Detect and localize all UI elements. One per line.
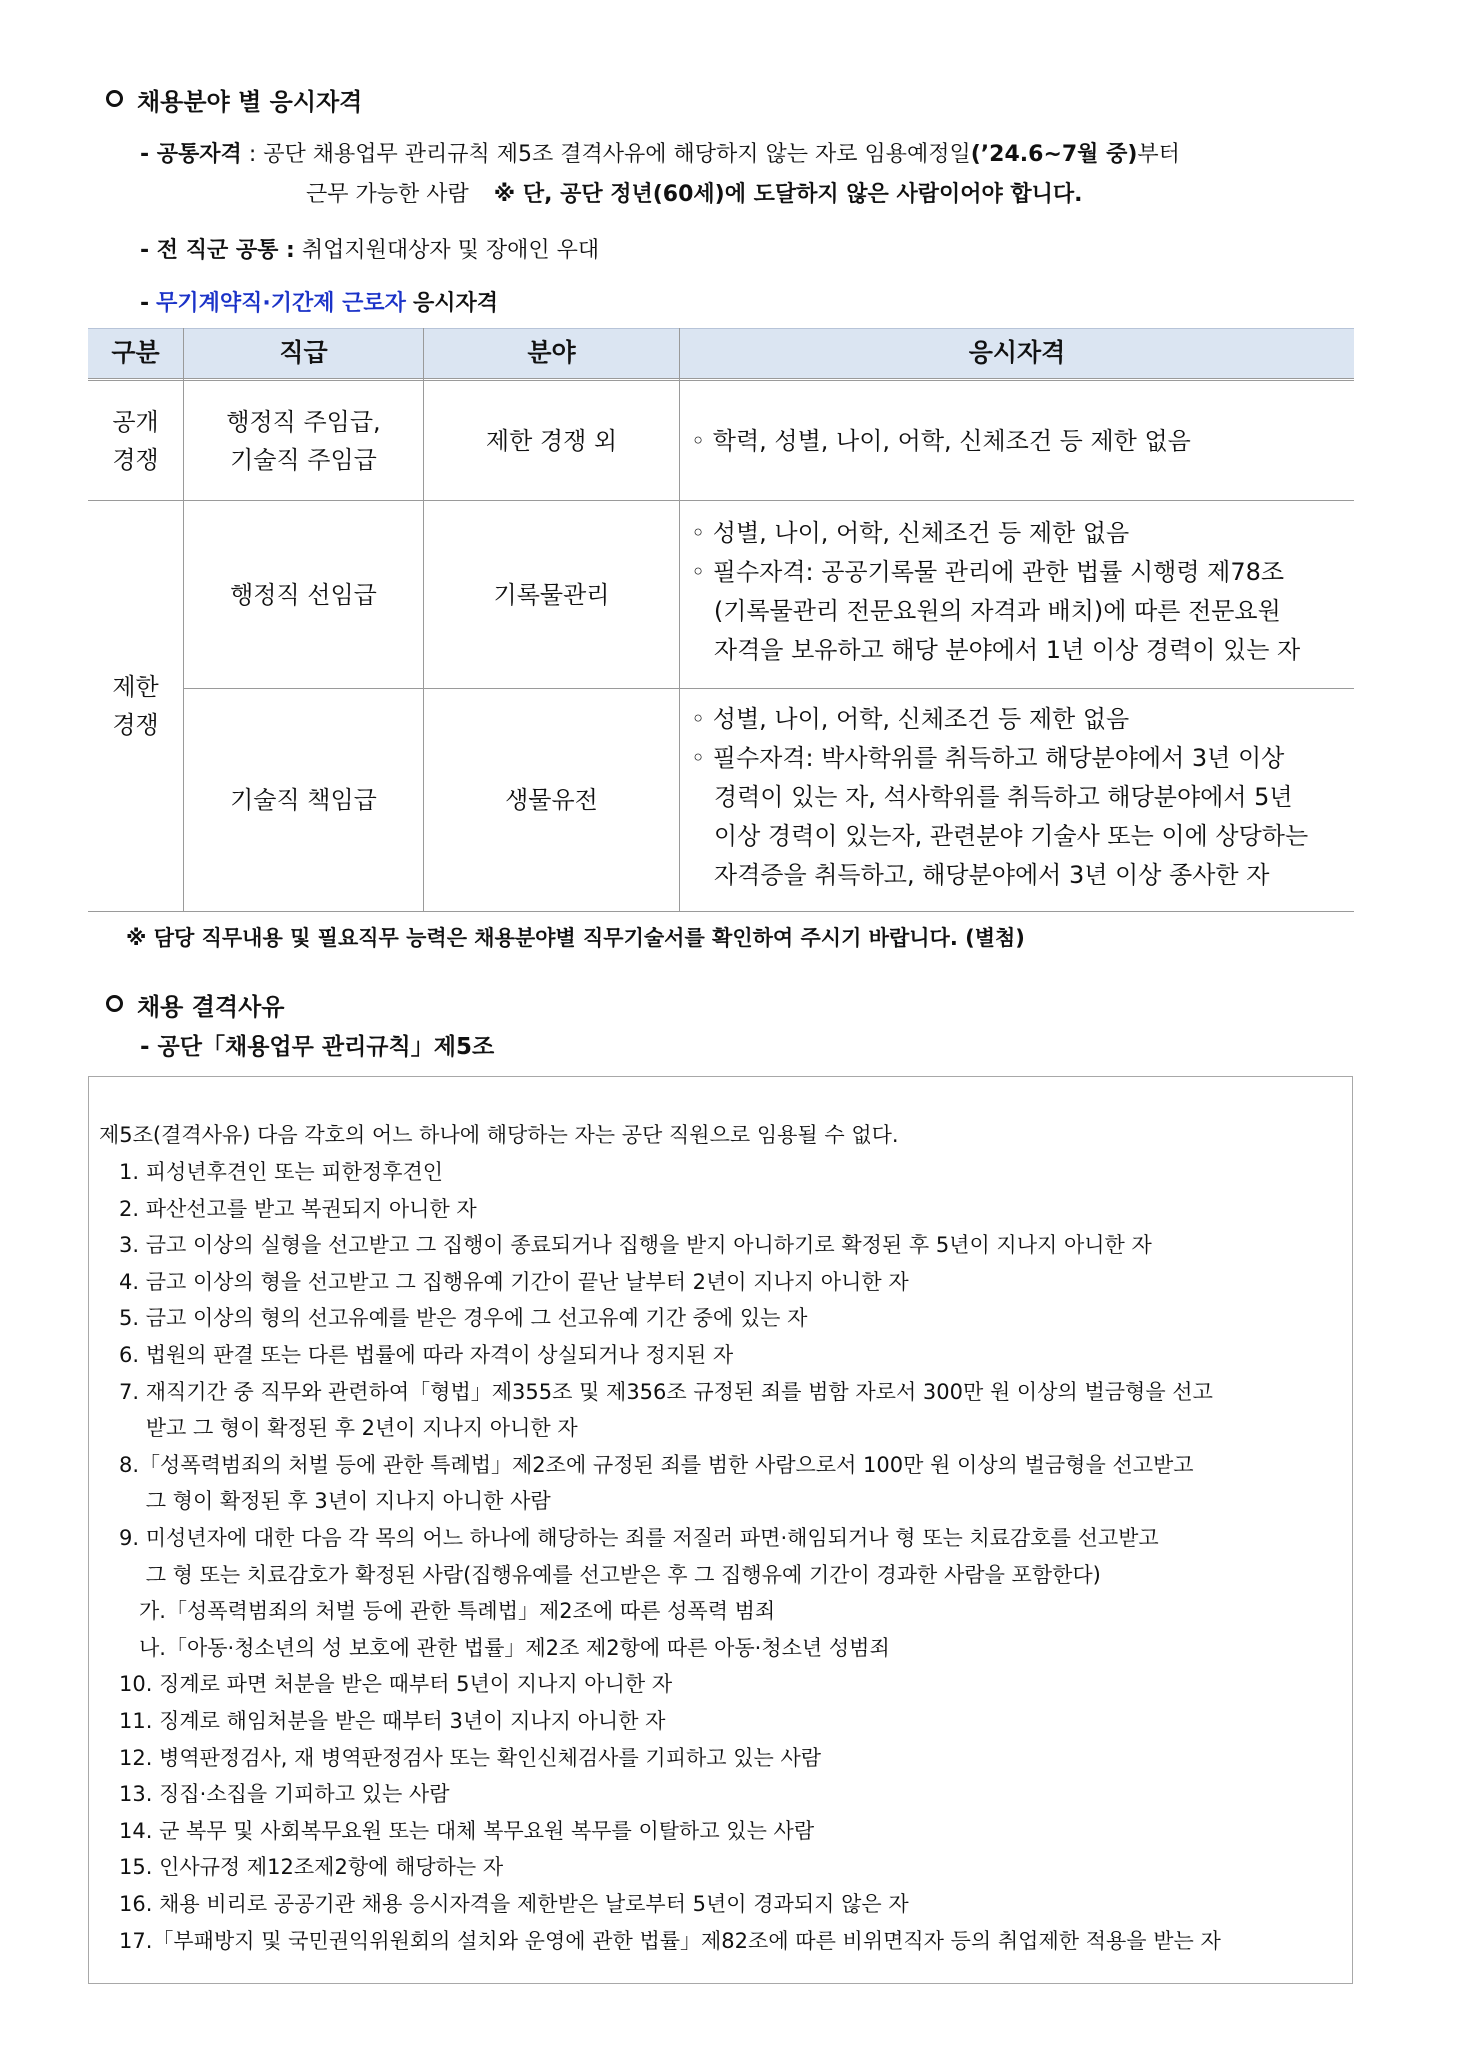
row1-category <box>88 382 183 500</box>
disqualification-item: 12. 병역판정검사, 재 병역판정검사 또는 확인신체검사를 기피하고 있는 사람 <box>119 1745 822 1770</box>
disqualification-item: 가.「성폭력범죄의 처벌 등에 관한 특례법」제2조에 따른 성폭력 범죄 <box>119 1599 776 1624</box>
table-note: ※ 담당 직무내용 및 필요직무 능력은 채용분야별 직무기술서를 확인하여 주시기 바랍니다. (별첨) <box>126 926 1025 950</box>
row1-category-line1: 공개 <box>112 408 159 436</box>
disqualification-item: 5. 금고 이상의 형의 선고유예를 받은 경우에 그 선고유예 기간 중에 있는 자 <box>119 1306 808 1331</box>
row3-req-line3: 경력이 있는 자, 석사학위를 취득하고 해당분야에서 5년 <box>691 783 1293 811</box>
qualification-table <box>88 328 1354 912</box>
section1-heading: 채용분야 별 응시자격 <box>137 88 363 116</box>
row3-grade: 기술직 책임급 <box>230 786 377 814</box>
disqualification-item: 14. 군 복무 및 사회복무요원 또는 대체 복무요원 복무를 이탈하고 있는 사람 <box>119 1818 815 1843</box>
header-category: 구분 <box>111 338 160 367</box>
disqualification-item: 11. 징계로 해임처분을 받은 때부터 3년이 지나지 아니한 자 <box>119 1709 666 1733</box>
header-field: 분야 <box>527 338 576 367</box>
disqualification-item: 6. 법원의 판결 또는 다른 법률에 따라 자격이 상실되거나 정지된 자 <box>119 1343 734 1367</box>
table-subheading <box>140 286 498 317</box>
disqualification-item: 10. 징계로 파면 처분을 받은 때부터 5년이 지나지 아니한 자 <box>119 1672 673 1697</box>
disqualification-item: 16. 채용 비리로 공공기관 채용 응시자격을 제한받은 날로부터 5년이 경과되지 않은 자 <box>119 1892 909 1916</box>
row3-req-line5: 자격증을 취득하고, 해당분야에서 3년 이상 종사한 자 <box>691 861 1270 889</box>
header-requirements: 응시자격 <box>968 338 1066 367</box>
row1-field: 제한 경쟁 외 <box>485 427 618 455</box>
disqualification-item: 나.「아동·청소년의 성 보호에 관한 법률」제2조 제2항에 따른 아동·청소년 성범죄 <box>119 1635 890 1660</box>
header-grade: 직급 <box>279 338 328 367</box>
row1-grade-line1: 행정직 주임급, <box>226 408 381 436</box>
row1-requirements <box>691 422 1191 461</box>
disqualification-item: 2. 파산선고를 받고 복권되지 아니한 자 <box>119 1196 477 1221</box>
subheading-dash: - <box>140 291 150 316</box>
section2-heading: 채용 결격사유 <box>137 993 285 1021</box>
subheading-rest: 응시자격 <box>412 291 498 316</box>
common-line2-note: ※ 단, 공단 정년(60세)에 도달하지 않은 사람이어야 합니다. <box>493 182 1083 207</box>
row2-req-line4: 자격을 보유하고 해당 분야에서 1년 이상 경력이 있는 자 <box>691 636 1301 664</box>
table-bottom-line <box>88 911 1354 912</box>
common-colon: : <box>248 142 257 167</box>
disqualification-item: 13. 징집·소집을 기피하고 있는 사람 <box>119 1782 450 1807</box>
all-jobs-label: - 전 직군 공통 : <box>140 238 295 263</box>
common-qualification-line2 <box>306 177 1083 208</box>
common-qualification-line1 <box>140 137 1180 168</box>
disqualification-item: 1. 피성년후견인 또는 피한정후견인 <box>119 1160 444 1184</box>
disqualification-item: 3. 금고 이상의 실형을 선고받고 그 집행이 종료되거나 집행을 받지 아니하기로 확정된 후 5년이 지나지 아니한 자 <box>119 1233 1152 1258</box>
common-line2-a: 근무 가능한 사람 <box>306 182 469 207</box>
row2-category <box>88 501 183 911</box>
disqualification-item: 7. 재직기간 중 직무와 관련하여「형법」제355조 및 제356조 규정된 죄를 범함 자로서 300만 원 이상의 벌금형을 선고 <box>119 1379 1213 1404</box>
row3-req-line2: ◦ 필수자격: 박사학위를 취득하고 해당분야에서 3년 이상 <box>691 744 1285 772</box>
disqualification-item: 9. 미성년자에 대한 다음 각 목의 어느 하나에 해당하는 죄를 저질러 파면·해임되거나 형 또는 치료감호를 선고받고 <box>119 1526 1159 1550</box>
row2-req-line3: (기록물관리 전문요원의 자격과 배치)에 따른 전문요원 <box>691 597 1281 625</box>
disqualification-item: 15. 인사규정 제12조제2항에 해당하는 자 <box>119 1855 504 1880</box>
row2-grade: 행정직 선임급 <box>230 580 377 609</box>
row2-requirements <box>691 514 1300 670</box>
section-bullet-icon <box>106 90 123 107</box>
row1-grade-line2: 기술직 주임급 <box>230 446 377 474</box>
col-divider-3 <box>679 328 680 912</box>
row3-req-line1: ◦ 성별, 나이, 어학, 신체조건 등 제한 없음 <box>691 705 1130 733</box>
common-label: - 공통자격 <box>140 142 242 167</box>
row1-req-line1: ◦ 학력, 성별, 나이, 어학, 신체조건 등 제한 없음 <box>691 427 1191 455</box>
subheading-blue: 무기계약직·기간제 근로자 <box>156 291 406 316</box>
disqualification-item: 8.「성폭력범죄의 처벌 등에 관한 특례법」제2조에 규정된 죄를 범한 사람으로서 100만 원 이상의 벌금형을 선고받고 <box>119 1452 1194 1477</box>
row3-req-line4: 이상 경력이 있는자, 관련분야 기술사 또는 이에 상당하는 <box>691 822 1309 850</box>
all-jobs-line <box>140 233 599 264</box>
row3-field: 생물유전 <box>505 786 598 814</box>
row2-field: 기록물관리 <box>493 580 610 609</box>
row2-category-line2: 경쟁 <box>112 711 159 739</box>
row1-grade <box>184 382 423 500</box>
disqualification-box <box>88 1076 1353 1984</box>
row2-category-line1: 제한 <box>112 673 159 701</box>
common-text-b: (’24.6~7월 중) <box>970 142 1138 167</box>
section-bullet-icon <box>106 995 123 1012</box>
header-divider <box>88 378 1354 381</box>
common-text-c: 부터 <box>1137 142 1180 167</box>
disqualification-item: 받고 그 형이 확정된 후 2년이 지나지 아니한 자 <box>119 1416 578 1441</box>
row2-req-line1: ◦ 성별, 나이, 어학, 신체조건 등 제한 없음 <box>691 519 1130 547</box>
disqualification-item: 그 형이 확정된 후 3년이 지나지 아니한 사람 <box>119 1489 551 1514</box>
row2-req-line2: ◦ 필수자격: 공공기록물 관리에 관한 법률 시행령 제78조 <box>691 558 1285 586</box>
section2-subheading: - 공단「채용업무 관리규칙」제5조 <box>140 1034 495 1060</box>
disqualification-item: 17.「부패방지 및 국민권익위원회의 설치와 운영에 관한 법률」제82조에 따른 비위면직자 등의 취업제한 적용을 받는 자 <box>119 1928 1221 1953</box>
row3-requirements <box>691 700 1308 895</box>
row1-category-line2: 경쟁 <box>112 446 159 474</box>
disqualification-item: 4. 금고 이상의 형을 선고받고 그 집행유예 기간이 끝난 날부터 2년이 지나지 아니한 자 <box>119 1269 909 1294</box>
common-text-a: 공단 채용업무 관리규칙 제5조 결격사유에 해당하지 않는 자로 임용예정일 <box>263 142 971 167</box>
all-jobs-text: 취업지원대상자 및 장애인 우대 <box>301 238 600 263</box>
disqualification-item: 그 형 또는 치료감호가 확정된 사람(집행유예를 선고받은 후 그 집행유예 기간이 경과한 사람을 포함한다) <box>119 1562 1101 1587</box>
disqualification-intro: 제5조(결격사유) 다음 각호의 어느 하나에 해당하는 자는 공단 직원으로 임용될 수 없다. <box>99 1123 899 1147</box>
